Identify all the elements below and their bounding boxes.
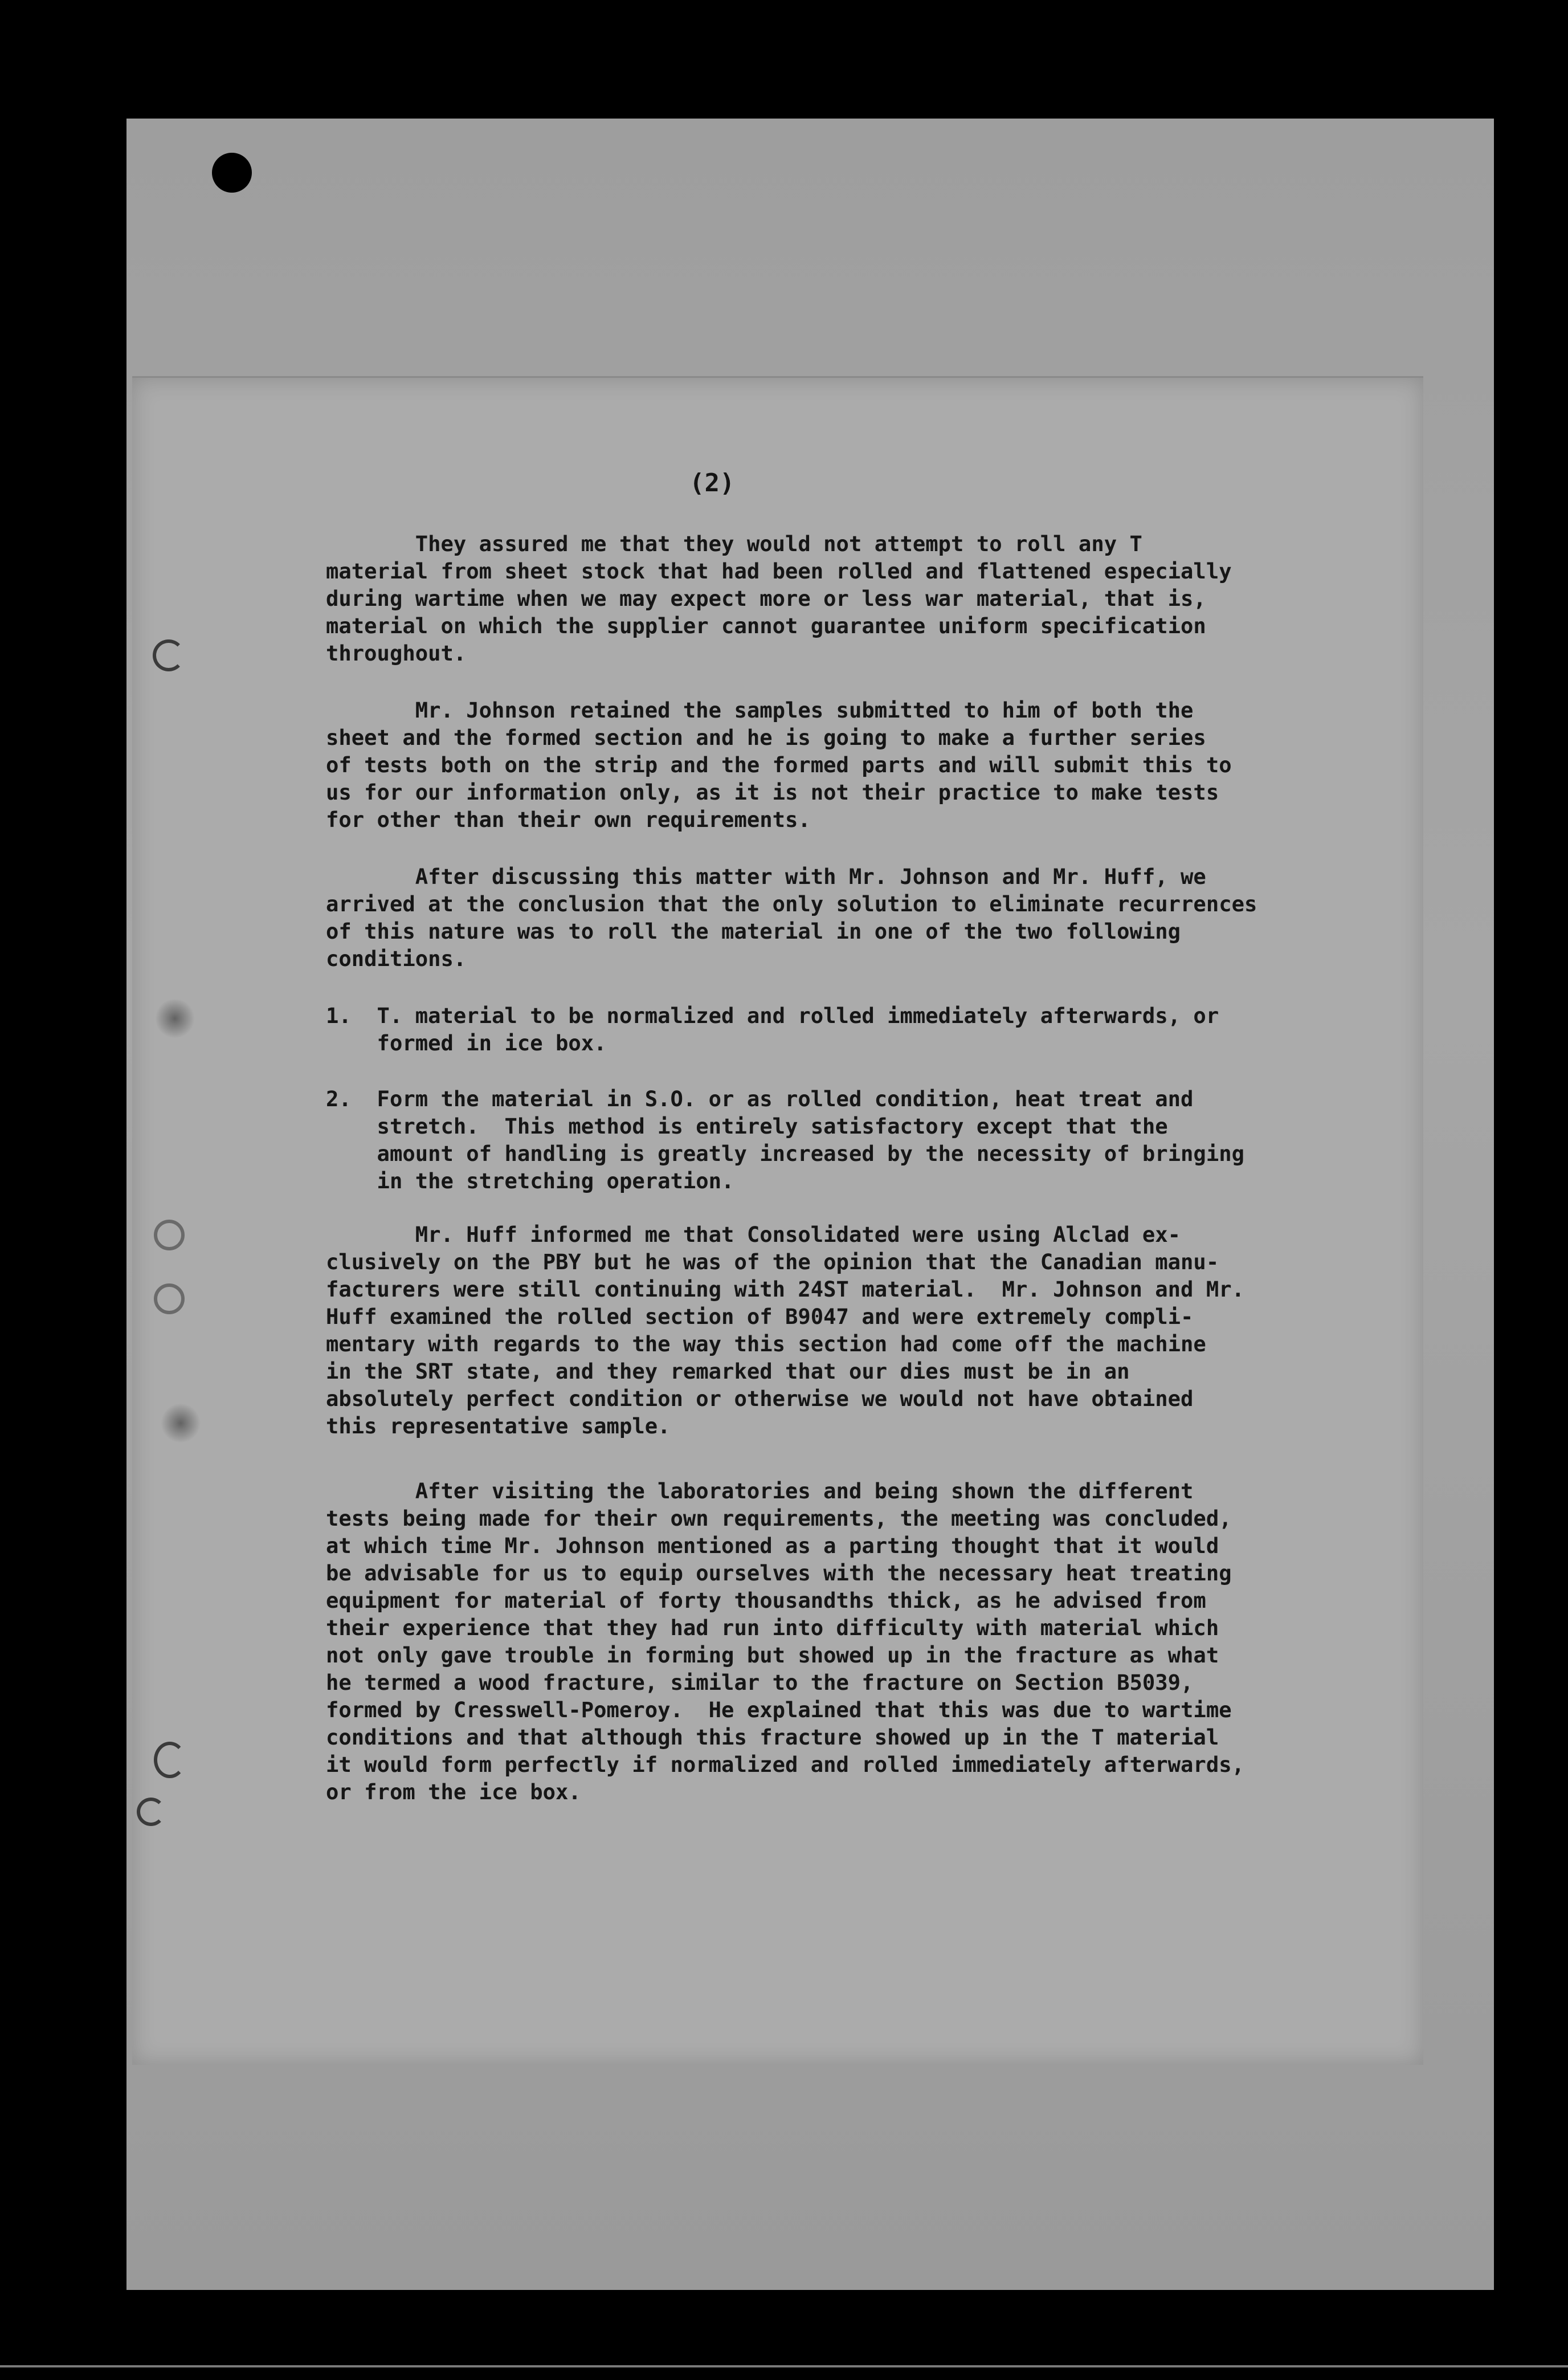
margin-ring-mark: [154, 1220, 185, 1250]
paragraph-5: After visiting the laboratories and being shown the different tests being made for their own requirements, the meeting was concluded, at which time Mr. Johnson mentioned as a parting thought that it would be advisable for us to equip ourselves with the necessary heat treating equipment for material of forty thousandths thick, as he advised from their experience that they had run into difficulty with material which not only gave trouble in forming but showed up in the fracture as what he termed a wood fracture, similar to the fracture on Section B5039, formed by Cresswell-Pomeroy. He explained that this was due to wartime conditions and that although this fracture showed up in the T material it would form perfectly if normalized and rolled immediately afterwards, or from the ice box.: [326, 1478, 1244, 1804]
list-item-1: 1. T. material to be normalized and rolled immediately afterwards, or formed in ice box.: [326, 1003, 1219, 1055]
margin-ring-mark: [154, 1742, 186, 1778]
paragraph-4: Mr. Huff informed me that Consolidated were using Alclad ex- clusively on the PBY but he was of the opinion that the Canadian manu- facturers were still continuing with 24ST material. Mr. Johnson and Mr. Huff examined the rolled section of B9047 and were extremely compli- mentary with regards to the way this section had come off the machine in the SRT state, and they remarked that our dies must be in an absolutely perfect condition or otherwise we would not have obtained this representative sample.: [326, 1222, 1244, 1438]
film-edge-line: [0, 2365, 1568, 2367]
margin-ring-mark: [137, 1798, 165, 1826]
page-number: (2): [689, 468, 735, 498]
margin-ring-mark: [153, 639, 185, 671]
paragraph-2: Mr. Johnson retained the samples submitted to him of both the sheet and the formed section and he is going to make a further series of tests both on the strip and the formed parts and will submit this to us for our information only, as it is not their practice to make tests for other than their own requirements.: [326, 698, 1232, 832]
margin-smudge: [155, 999, 195, 1038]
paragraph-1: They assured me that they would not attempt to roll any T material from sheet stock that had been rolled and flattened especially during wartime when we may expect more or less war material, that is, material on which the supplier cannot guarantee uniform specification throughout.: [326, 531, 1232, 666]
paragraph-3: After discussing this matter with Mr. Johnson and Mr. Huff, we arrived at the conclusion that the only solution to eliminate recurrences of this nature was to roll the material in one of the two following conditions.: [326, 864, 1257, 971]
punch-hole: [212, 153, 252, 193]
margin-ring-mark: [154, 1283, 185, 1314]
list-item-2: 2. Form the material in S.O. or as rolled condition, heat treat and stretch. This method is entirely satisfactory except that the amount of handling is greatly increased by the necessity of bringing in the stretching operation.: [326, 1086, 1244, 1193]
margin-smudge: [161, 1403, 201, 1443]
